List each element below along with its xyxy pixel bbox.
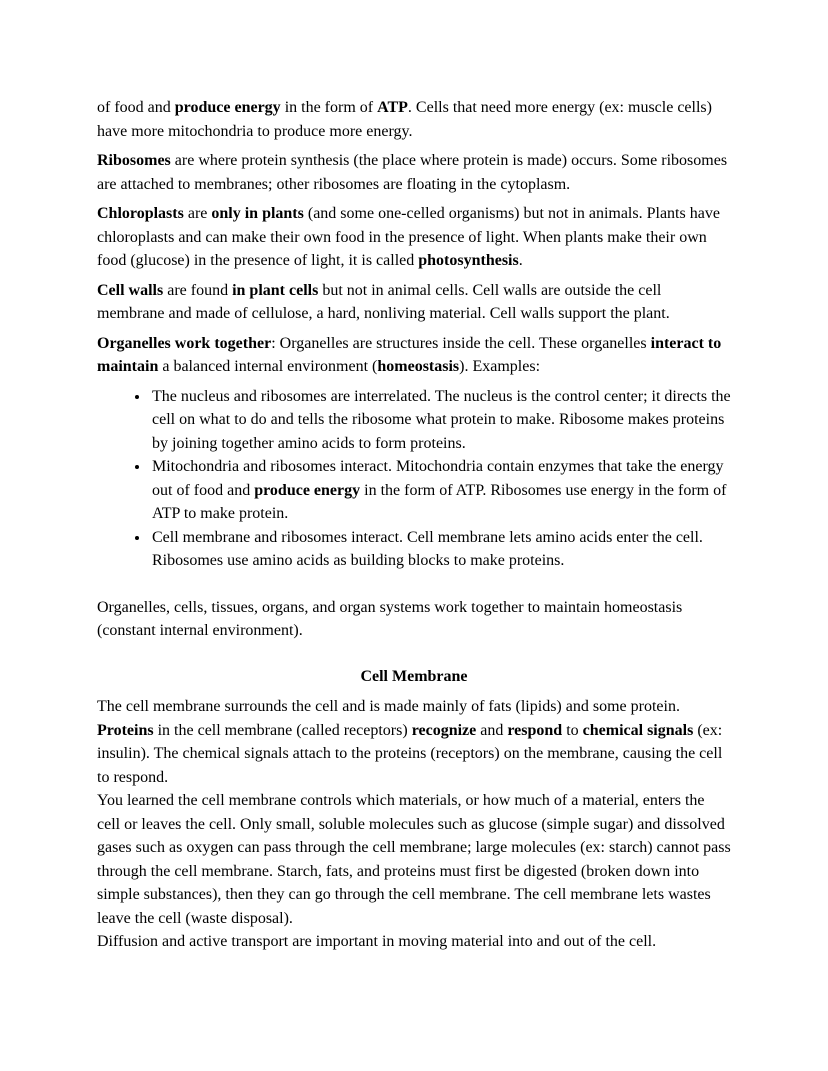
paragraph-ribosomes: Ribosomes are where protein synthesis (the place where protein is made) occurs. Some ribosomes are attached to membranes; other ribosomes are floating in the cytoplasm.	[97, 152, 728, 193]
paragraph-organelles-work-together: Organelles work together: Organelles are structures inside the cell. These organelles interact to maintain a balanced internal environment (homeostasis). Examples:	[97, 334, 722, 375]
paragraph-chloroplasts: Chloroplasts are only in plants (and some one-celled organisms) but not in animals. Plants have chloroplasts and can make their own food in the presence of light. When plants make their own food (glucose) in the presence of light, it is called photosynthesis.	[97, 205, 720, 269]
paragraph-cell-walls: Cell walls are found in plant cells but not in animal cells. Cell walls are outside the cell membrane and made of cellulose, a hard, nonliving material. Cell walls support the plant.	[97, 281, 670, 322]
paragraph-homeostasis-summary: Organelles, cells, tissues, organs, and organ systems work together to maintain homeostasis (constant internal environment).	[97, 598, 683, 639]
organelle-examples-list	[97, 385, 731, 573]
section-heading-cell-membrane: Cell Membrane	[360, 667, 468, 685]
paragraph-membrane-receptors: The cell membrane surrounds the cell and is made mainly of fats (lipids) and some protein. Proteins in the cell membrane (called receptors) recognize and respond to chemical signals (ex: insulin). The chemical signals attach to the proteins (receptors) on the membrane, causing the cell to respond.	[97, 698, 723, 786]
list-item-nucleus-ribosomes: • The nucleus and ribosomes are interrelated. The nucleus is the control center; it directs the cell on what to do and tells the ribosome what protein to make. Ribosome makes proteins by joining together amino acids to form proteins.	[150, 385, 731, 456]
list-item-mitochondria-ribosomes: • Mitochondria and ribosomes interact. Mitochondria contain enzymes that take the energy out of food and produce energy in the form of ATP. Ribosomes use energy in the form of ATP to make protein.	[150, 455, 731, 526]
paragraph-diffusion-active-transport: Diffusion and active transport are important in moving material into and out of the cell.	[97, 933, 657, 950]
list-item-membrane-ribosomes: • Cell membrane and ribosomes interact. Cell membrane lets amino acids enter the cell. Ribosomes use amino acids as building blocks to make proteins.	[150, 526, 731, 573]
paragraph-membrane-transport: You learned the cell membrane controls which materials, or how much of a material, enters the cell or leaves the cell. Only small, soluble molecules such as glucose (simple sugar) and dissolved gases such as oxygen can pass through the cell membrane; large molecules (ex: starch) cannot pass through the cell membrane. Starch, fats, and proteins must first be digested (broken down into simple substances), then they can go through the cell membrane. The cell membrane lets wastes leave the cell (waste disposal).	[97, 792, 731, 927]
paragraph-mitochondria-continued: of food and produce energy in the form of ATP. Cells that need more energy (ex: muscle cells) have more mitochondria to produce more energy.	[97, 99, 712, 140]
